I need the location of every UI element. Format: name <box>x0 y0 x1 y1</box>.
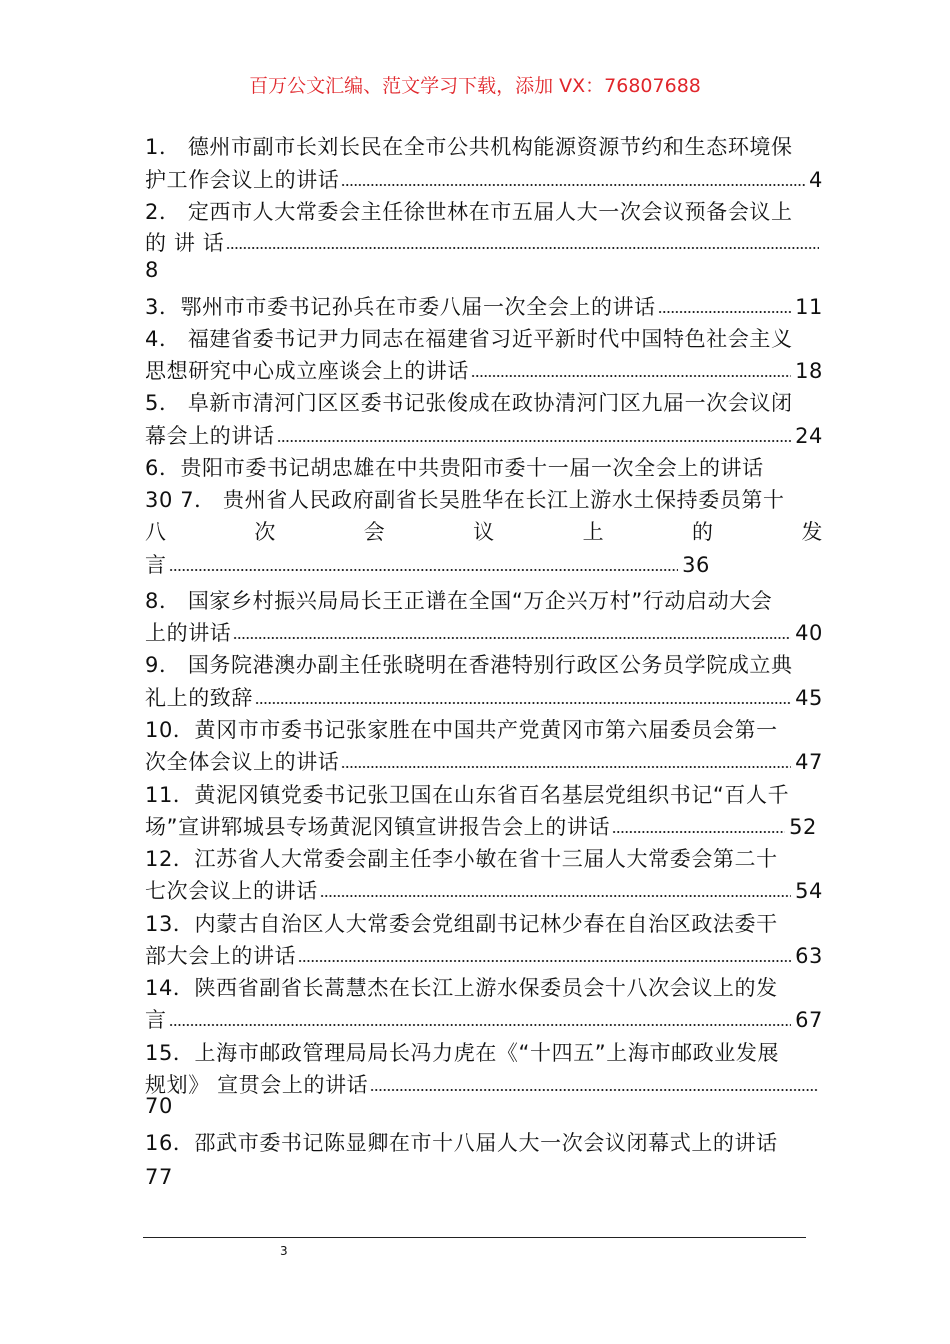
toc-page: 11 <box>795 295 823 319</box>
toc-entry-2-cont[interactable] <box>145 229 823 257</box>
toc-page: 77 <box>145 1165 173 1189</box>
toc-title: 礼上的致辞 <box>145 686 253 710</box>
toc-title: 12．江苏省人大常委会副主任李小敏在省十三届人大常委会第二十 <box>145 847 778 871</box>
toc-title: 上的讲话 <box>145 621 232 645</box>
toc-page: 52 <box>789 815 817 839</box>
toc-entry-12[interactable] <box>145 845 823 873</box>
toc-word: 会 <box>363 520 386 544</box>
toc-page: 4 <box>809 168 823 192</box>
toc-title: 1． 德州市副市长刘长民在全市公共机构能源资源节约和生态环境保 <box>145 135 793 159</box>
toc-entry-16-page[interactable] <box>145 1163 823 1191</box>
toc-title: 14．陕西省副省长蒿慧杰在长江上游水保委员会十八次会议上的发 <box>145 976 778 1000</box>
toc-title: 11．黄泥冈镇党委书记张卫国在山东省百名基层党组织书记“百人千 <box>145 783 790 807</box>
toc-entry-14[interactable] <box>145 974 823 1002</box>
footer-page-number: 3 <box>280 1244 288 1258</box>
toc-page: 8 <box>145 258 159 282</box>
dot-leader <box>612 829 785 835</box>
toc-entry-7[interactable] <box>145 486 823 514</box>
dot-leader <box>341 764 791 770</box>
toc-title: 16．邵武市委书记陈显卿在市十八届人大一次会议闭幕式上的讲话 <box>145 1131 778 1155</box>
toc-title: 思想研究中心成立座谈会上的讲话 <box>145 359 469 383</box>
toc-title: 幕会上的讲话 <box>145 424 275 448</box>
toc-title: 5． 阜新市清河门区区委书记张俊成在政协清河门区九届一次会议闭 <box>145 391 793 415</box>
dot-leader <box>658 309 791 315</box>
toc-page: 67 <box>795 1008 823 1032</box>
dot-leader <box>226 245 819 251</box>
toc-entry-5-cont[interactable] <box>145 422 823 450</box>
toc-entry-8[interactable] <box>145 587 823 615</box>
toc-title: 10．黄冈市市委书记张家胜在中国共产党黄冈市第六届委员会第一 <box>145 718 778 742</box>
toc-entry-7-cont[interactable] <box>145 518 823 546</box>
toc-page: 63 <box>795 944 823 968</box>
toc-entry-12-cont[interactable] <box>145 877 823 905</box>
toc-title: 6．贵阳市委书记胡忠雄在中共贵阳市委十一届一次全会上的讲话 <box>145 456 764 480</box>
toc-title: 言 <box>145 553 167 577</box>
toc-word: 次 <box>254 520 276 544</box>
toc-title: 部大会上的讲话 <box>145 944 297 968</box>
toc-word: 发 <box>801 520 823 544</box>
toc-entry-11[interactable] <box>145 781 823 809</box>
toc-title: 3．鄂州市市委书记孙兵在市委八届一次全会上的讲话 <box>145 295 656 319</box>
toc-title: 9． 国务院港澳办副主任张晓明在香港特别行政区公务员学院成立典 <box>145 653 793 677</box>
toc-page: 18 <box>795 359 823 383</box>
toc-title: 护工作会议上的讲话 <box>145 168 340 192</box>
toc-page: 45 <box>795 686 823 710</box>
toc-page: 40 <box>795 621 823 645</box>
toc-page: 54 <box>795 879 823 903</box>
toc-entry-1[interactable] <box>145 133 823 161</box>
dot-leader <box>169 1022 791 1028</box>
toc-entry-16[interactable] <box>145 1129 823 1157</box>
toc-entry-6[interactable] <box>145 454 823 482</box>
toc-entry-11-cont[interactable] <box>145 813 817 841</box>
toc-title: 次全体会议上的讲话 <box>145 750 340 774</box>
watermark-header: 百万公文汇编、范文学习下载，添加 VX：76807688 <box>249 75 701 97</box>
toc-entry-15-page[interactable] <box>145 1092 823 1120</box>
toc-entry-4[interactable] <box>145 325 823 353</box>
toc-entry-15[interactable] <box>145 1039 823 1067</box>
toc-title: 8． 国家乡村振兴局局长王正谱在全国“万企兴万村”行动启动大会 <box>145 589 773 613</box>
toc-page: 36 <box>682 553 710 577</box>
dot-leader <box>255 700 791 706</box>
toc-entry-9[interactable] <box>145 651 823 679</box>
toc-word: 八 <box>145 520 167 544</box>
toc-title: 言 <box>145 1008 167 1032</box>
toc-title: 15．上海市邮政管理局局长冯力虎在《“十四五”上海市邮政业发展 <box>145 1041 780 1065</box>
toc-page: 47 <box>795 750 823 774</box>
toc-entry-13[interactable] <box>145 910 823 938</box>
footer-divider <box>143 1237 806 1238</box>
toc-title: 4． 福建省委书记尹力同志在福建省习近平新时代中国特色社会主义 <box>145 327 793 351</box>
toc-word: 上 <box>582 520 605 544</box>
toc-entry-8-cont[interactable] <box>145 619 823 647</box>
toc-entry-5[interactable] <box>145 389 823 417</box>
toc-title: 2． 定西市人大常委会主任徐世林在市五届人大一次会议预备会议上 <box>145 200 793 224</box>
toc-word: 议 <box>473 520 495 544</box>
toc-entry-7-end[interactable] <box>145 551 710 579</box>
toc-entry-2[interactable] <box>145 198 823 226</box>
dot-leader <box>169 567 678 573</box>
dot-leader <box>277 438 791 444</box>
toc-entry-2-page[interactable] <box>145 256 823 284</box>
toc-title: 七次会议上的讲话 <box>145 879 318 903</box>
toc-entry-10[interactable] <box>145 716 823 744</box>
toc-title: 的 讲 话 <box>145 231 225 255</box>
toc-entry-9-cont[interactable] <box>145 684 823 712</box>
toc-entry-10-cont[interactable] <box>145 748 823 776</box>
toc-entry-3[interactable] <box>145 293 823 321</box>
dot-leader <box>471 373 791 379</box>
toc-entry-13-cont[interactable] <box>145 942 823 970</box>
dot-leader <box>233 635 791 641</box>
dot-leader <box>320 893 791 899</box>
toc-word: 的 <box>691 520 714 544</box>
toc-entry-1-cont[interactable] <box>145 166 823 194</box>
toc-entry-14-cont[interactable] <box>145 1006 823 1034</box>
toc-title: 规划》 宣贯会上的讲话 <box>145 1073 369 1097</box>
toc-page: 24 <box>795 424 823 448</box>
dot-leader <box>341 182 805 188</box>
dot-leader <box>298 958 791 964</box>
toc-entry-4-cont[interactable] <box>145 357 823 385</box>
toc-title: 13．内蒙古自治区人大常委会党组副书记林少春在自治区政法委干 <box>145 912 778 936</box>
toc-page: 30 <box>145 488 173 512</box>
toc-page: 70 <box>145 1094 173 1118</box>
toc-title: 7． 贵州省人民政府副省长吴胜华在长江上游水土保持委员第十 <box>180 488 785 512</box>
toc-title: 场”宣讲郓城县专场黄泥冈镇宣讲报告会上的讲话 <box>145 815 611 839</box>
